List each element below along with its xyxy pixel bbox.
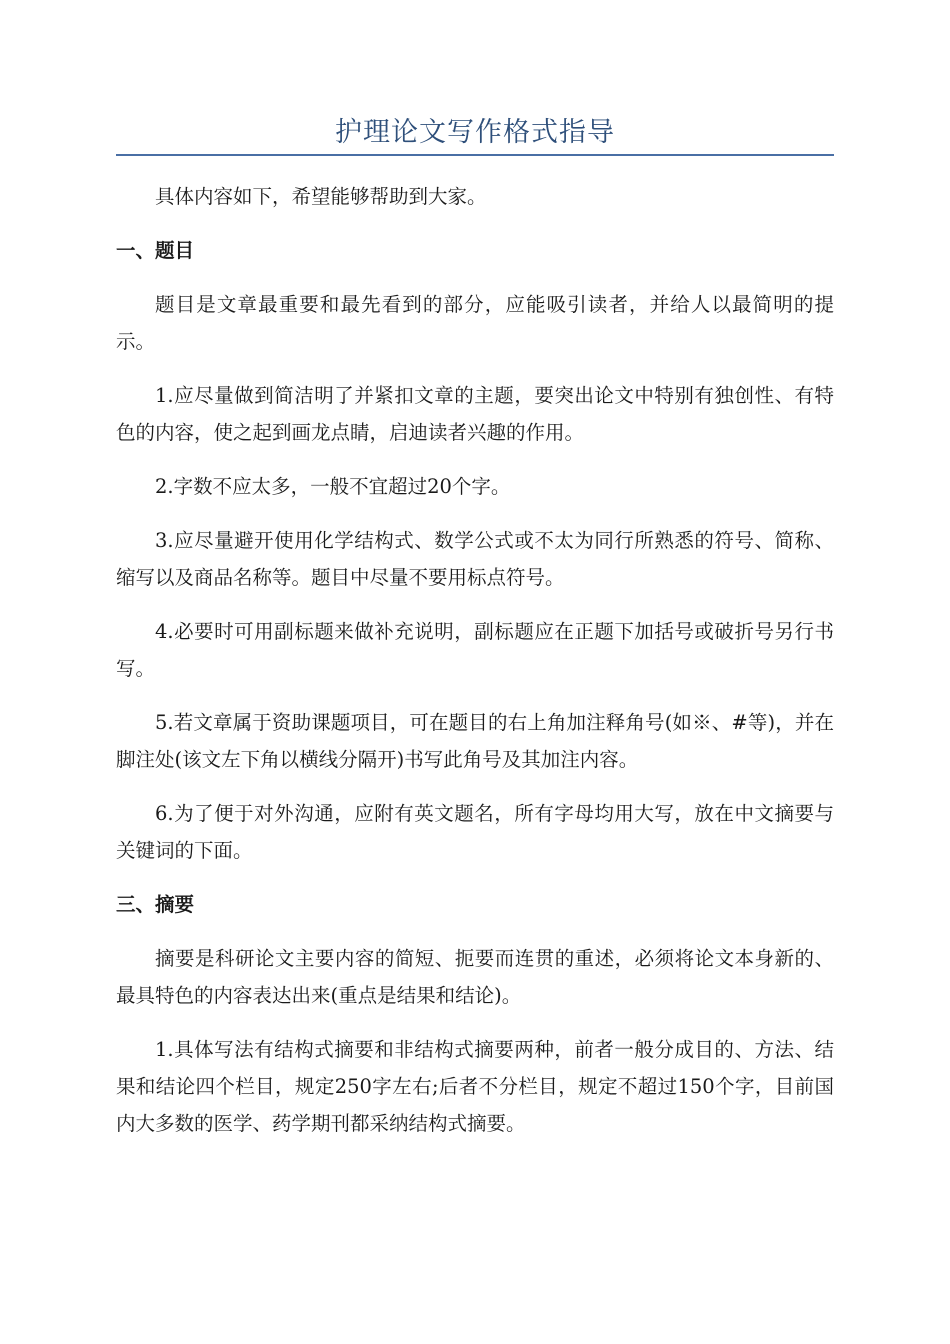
intro-paragraph: 具体内容如下，希望能够帮助到大家。 — [155, 185, 487, 208]
list-item: 4.必要时可用副标题来做补充说明，副标题应在正题下加括号或破折号另行书写。 — [116, 620, 834, 680]
list-item: 1.应尽量做到简洁明了并紧扣文章的主题，要突出论文中特别有独创性、有特色的内容，使之起到画龙点睛，启迪读者兴趣的作用。 — [116, 384, 834, 444]
paragraph: 题目是文章最重要和最先看到的部分，应能吸引读者，并给人以最简明的提示。 — [116, 293, 834, 353]
document-page — [116, 112, 834, 1142]
section-heading-title: 一、题目 — [116, 239, 195, 262]
list-item: 2.字数不应太多，一般不宜超过20个字。 — [155, 475, 511, 498]
list-item: 5.若文章属于资助课题项目，可在题目的右上角加注释角号(如※、#等)，并在脚注处(该文左下角以横线分隔开)书写此角号及其加注内容。 — [116, 711, 834, 771]
list-item: 6.为了便于对外沟通，应附有英文题名，所有字母均用大写，放在中文摘要与关键词的下面。 — [116, 802, 834, 862]
title-underline — [116, 154, 834, 156]
section-heading-abstract: 三、摘要 — [116, 893, 195, 916]
list-item: 1.具体写法有结构式摘要和非结构式摘要两种，前者一般分成目的、方法、结果和结论四个栏目，规定250字左右;后者不分栏目，规定不超过150个字，目前国内大多数的医学、药学期刊都采纳结构式摘要。 — [116, 1038, 834, 1135]
paragraph: 摘要是科研论文主要内容的简短、扼要而连贯的重述，必须将论文本身新的、最具特色的内容表达出来(重点是结果和结论)。 — [116, 947, 834, 1007]
list-item: 3.应尽量避开使用化学结构式、数学公式或不太为同行所熟悉的符号、简称、缩写以及商品名称等。题目中尽量不要用标点符号。 — [116, 529, 834, 589]
document-title: 护理论文写作格式指导 — [335, 117, 615, 148]
